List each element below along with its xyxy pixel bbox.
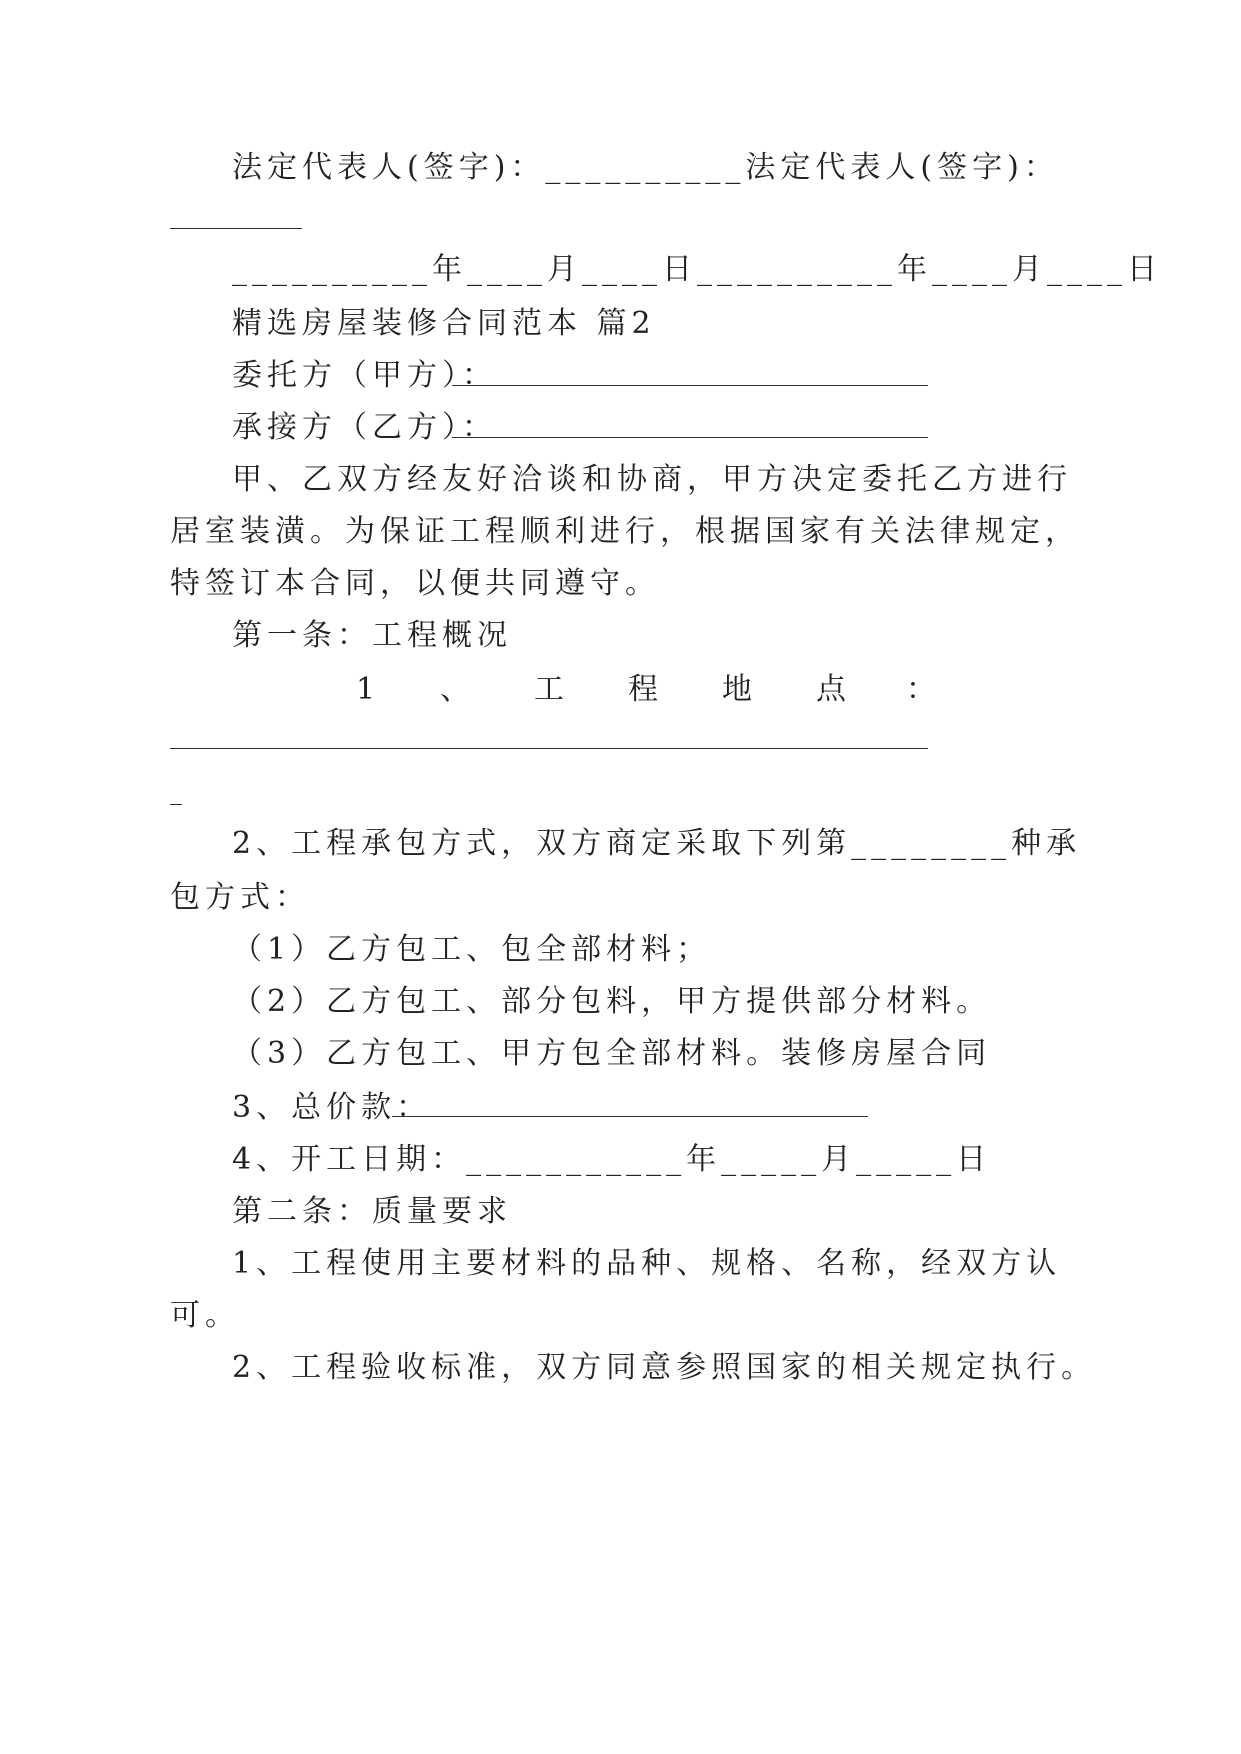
total-price-label: 3、总价款： (232, 1090, 432, 1125)
contract-mode-line-1: 2、工程承包方式，双方商定采取下列第________种承 (232, 826, 1082, 861)
location-part-4: 程 (628, 672, 658, 707)
location-part-6: 点 (816, 672, 846, 707)
location-part-2: 、 (440, 672, 470, 707)
signature-date-line: __________年____月____日__________年____月____日 (232, 252, 1162, 287)
article-2-heading: 第二条：质量要求 (232, 1194, 512, 1229)
contract-option-3: （3）乙方包工、甲方包全部材料。装修房屋合同 (232, 1036, 992, 1071)
section-title: 精选房屋装修合同范本 篇2 (232, 306, 656, 341)
contract-option-1: （1）乙方包工、包全部材料； (232, 932, 712, 967)
start-date-line: 4、开工日期：___________年_____月_____日 (232, 1142, 992, 1177)
quality-item-1-line-1: 1、工程使用主要材料的品种、规格、名称，经双方认 (232, 1246, 1062, 1281)
location-part-3: 工 (534, 672, 564, 707)
location-blank (170, 748, 928, 749)
location-part-5: 地 (722, 672, 752, 707)
party-b-blank (452, 437, 928, 438)
location-part-1: 1 (356, 672, 376, 707)
location-part-7: ： (906, 672, 936, 707)
intro-line-2: 居室装潢。为保证工程顺利进行，根据国家有关法律规定， (170, 514, 1080, 549)
location-blank-continued (170, 804, 182, 805)
contract-mode-line-2: 包方式： (170, 880, 310, 915)
party-b-label: 承接方（乙方）： (232, 410, 497, 445)
intro-line-1: 甲、乙双方经友好洽谈和协商，甲方决定委托乙方进行 (232, 462, 1072, 497)
signature-blank-continued (170, 228, 302, 229)
quality-item-1-line-2: 可。 (170, 1298, 240, 1333)
party-a-blank (452, 385, 928, 386)
signature-line: 法定代表人(签字)：__________法定代表人(签字)： (232, 150, 1059, 185)
party-a-label: 委托方（甲方）： (232, 358, 497, 393)
article-1-heading: 第一条：工程概况 (232, 618, 512, 653)
quality-item-2: 2、工程验收标准，双方同意参照国家的相关规定执行。 (232, 1350, 1097, 1385)
intro-line-3: 特签订本合同，以便共同遵守。 (170, 566, 660, 601)
contract-option-2: （2）乙方包工、部分包料，甲方提供部分材料。 (232, 984, 992, 1019)
total-price-blank (392, 1116, 868, 1117)
